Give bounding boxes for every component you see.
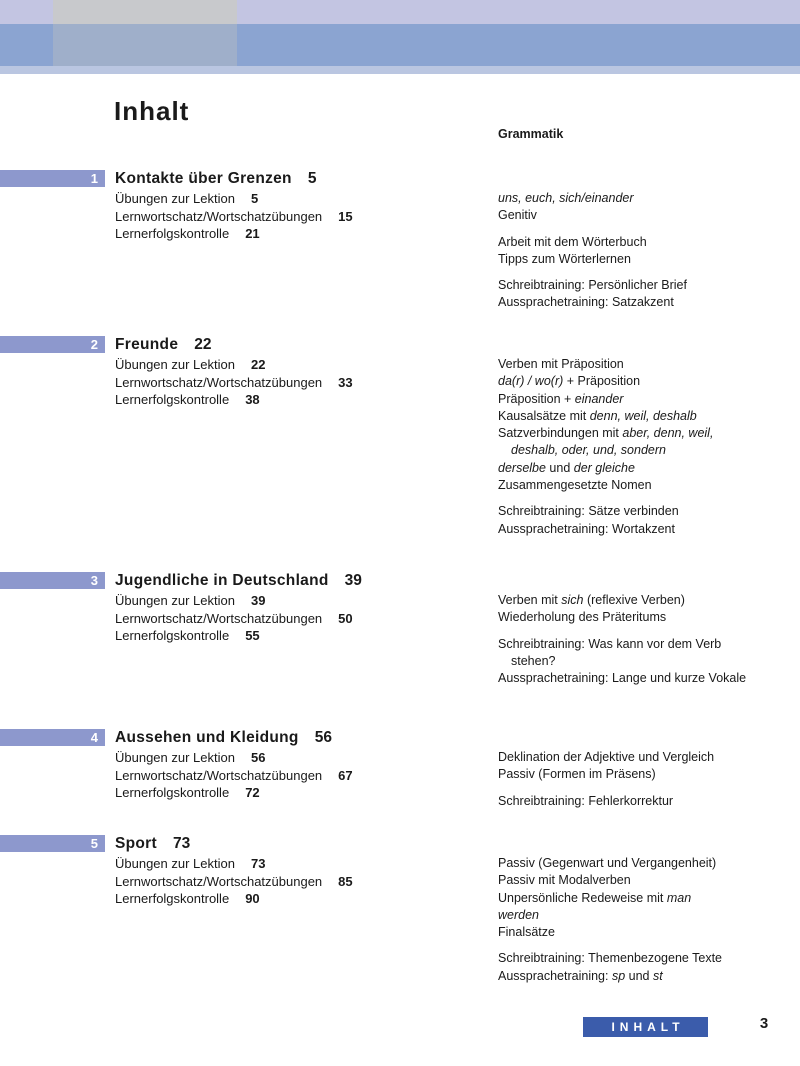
section-items bbox=[115, 190, 445, 243]
toc-item bbox=[115, 749, 445, 767]
toc-item-label: Lernwortschatz/Wortschatzübungen bbox=[115, 610, 323, 626]
section-left-column bbox=[115, 336, 445, 409]
section-number: 5 bbox=[90, 836, 98, 851]
toc-item-label: Lernwortschatz/Wortschatzübungen bbox=[115, 208, 323, 224]
toc-item-page-number: 85 bbox=[338, 873, 353, 889]
section-title: Aussehen und Kleidung bbox=[115, 729, 299, 746]
toc-item-page-number: 73 bbox=[250, 856, 266, 871]
toc-item bbox=[115, 356, 445, 374]
grammar-line: stehen? bbox=[511, 653, 556, 668]
grammar-line: Unpersönliche Redeweise mit man bbox=[498, 890, 692, 905]
toc-item-page-number: 50 bbox=[338, 610, 353, 626]
grammar-line: Passiv (Gegenwart und Vergangenheit) bbox=[498, 856, 717, 870]
toc-item-page-number: 15 bbox=[338, 208, 353, 224]
grammar-line: Tipps zum Wörterlernen bbox=[498, 251, 631, 266]
section-number-bar bbox=[0, 835, 105, 852]
page-number: 3 bbox=[759, 1015, 769, 1032]
grammar-group bbox=[498, 356, 790, 494]
section-items bbox=[115, 855, 445, 908]
grammar-line: Schreibtraining: Fehlerkorrektur bbox=[498, 793, 674, 808]
grammar-line: Zusammengesetzte Nomen bbox=[498, 478, 652, 493]
page-title: Inhalt bbox=[114, 96, 190, 126]
toc-item bbox=[115, 873, 445, 891]
toc-item-label: Lernwortschatz/Wortschatzübungen bbox=[115, 873, 323, 889]
grammar-column-header: Grammatik bbox=[498, 127, 564, 141]
section-number: 2 bbox=[90, 337, 98, 352]
section-page-number: 22 bbox=[194, 336, 212, 353]
grammar-group bbox=[498, 793, 790, 810]
toc-item-label: Übungen zur Lektion bbox=[115, 191, 235, 206]
toc-item-label: Lernerfolgskontrolle bbox=[115, 785, 230, 800]
toc-item-page-number: 90 bbox=[245, 891, 260, 906]
section-title-row bbox=[115, 336, 445, 353]
toc-item-label: Lernwortschatz/Wortschatzübungen bbox=[115, 374, 323, 390]
grammar-line: Aussprachetraining: Satzakzent bbox=[498, 295, 674, 310]
section-number: 4 bbox=[90, 730, 98, 745]
toc-item-label: Lernerfolgskontrolle bbox=[115, 226, 230, 241]
section-page-number: 73 bbox=[172, 835, 191, 852]
grammar-group bbox=[498, 190, 790, 225]
grammar-line: Präposition + einander bbox=[498, 391, 624, 406]
section-page-number: 39 bbox=[344, 572, 362, 589]
header-gray-block-mid bbox=[53, 24, 237, 66]
toc-item bbox=[115, 627, 445, 645]
toc-item-page-number: 5 bbox=[250, 191, 259, 206]
toc-item bbox=[115, 592, 445, 610]
toc-item bbox=[115, 767, 445, 785]
section-left-column bbox=[115, 572, 445, 645]
toc-item-label: Lernwortschatz/Wortschatzübungen bbox=[115, 767, 323, 783]
section-title: Kontakte über Grenzen bbox=[115, 170, 292, 187]
grammar-group bbox=[498, 503, 790, 538]
footer-inhalt-badge: INHALT bbox=[583, 1017, 708, 1037]
grammar-line: derselbe und der gleiche bbox=[498, 460, 635, 475]
toc-item-page-number: 21 bbox=[245, 226, 260, 241]
grammar-column bbox=[498, 356, 790, 547]
section-left-column bbox=[115, 835, 445, 908]
grammar-line: da(r) / wo(r) + Präposition bbox=[498, 374, 641, 389]
grammar-column bbox=[498, 592, 790, 696]
grammar-line: Verben mit Präposition bbox=[498, 357, 624, 371]
toc-item-page-number: 56 bbox=[250, 750, 266, 765]
grammar-line: Schreibtraining: Was kann vor dem Verb bbox=[498, 636, 722, 651]
grammar-line: Passiv mit Modalverben bbox=[498, 873, 631, 888]
toc-item-page-number: 67 bbox=[338, 767, 353, 783]
section-number-bar bbox=[0, 170, 105, 187]
grammar-line: Genitiv bbox=[498, 208, 537, 223]
section-page-number: 56 bbox=[314, 729, 332, 746]
grammar-group bbox=[498, 950, 790, 985]
toc-item bbox=[115, 190, 445, 208]
grammar-line: uns, euch, sich/einander bbox=[498, 191, 634, 205]
grammar-line: Satzverbindungen mit aber, denn, weil, bbox=[498, 426, 714, 441]
grammar-column bbox=[498, 855, 790, 994]
grammar-line: Schreibtraining: Sätze verbinden bbox=[498, 504, 679, 519]
toc-item-page-number: 22 bbox=[250, 357, 266, 372]
toc-item-label: Lernerfolgskontrolle bbox=[115, 891, 230, 906]
section-page-number: 5 bbox=[307, 170, 317, 187]
toc-item bbox=[115, 784, 445, 802]
toc-item-label: Lernerfolgskontrolle bbox=[115, 392, 230, 407]
toc-item-page-number: 33 bbox=[338, 374, 353, 390]
grammar-line: Deklination der Adjektive und Vergleich bbox=[498, 750, 715, 764]
toc-item-label: Übungen zur Lektion bbox=[115, 856, 235, 871]
grammar-group bbox=[498, 592, 790, 627]
grammar-column bbox=[498, 190, 790, 321]
section-items bbox=[115, 592, 445, 645]
toc-item-page-number: 72 bbox=[245, 785, 260, 800]
grammar-line: Arbeit mit dem Wörterbuch bbox=[498, 234, 647, 249]
header-band-strip bbox=[0, 66, 800, 74]
grammar-line: Passiv (Formen im Präsens) bbox=[498, 767, 656, 782]
toc-item bbox=[115, 208, 445, 226]
header-gray-block-top bbox=[53, 0, 237, 24]
grammar-group bbox=[498, 636, 790, 688]
grammar-line: Wiederholung des Präteritums bbox=[498, 610, 667, 625]
toc-item bbox=[115, 374, 445, 392]
grammar-line: Verben mit sich (reflexive Verben) bbox=[498, 593, 685, 607]
section-number-bar bbox=[0, 729, 105, 746]
section-left-column bbox=[115, 170, 445, 243]
toc-item-page-number: 55 bbox=[245, 628, 260, 643]
toc-item-label: Lernerfolgskontrolle bbox=[115, 628, 230, 643]
grammar-line: Aussprachetraining: sp und st bbox=[498, 968, 663, 983]
toc-item bbox=[115, 890, 445, 908]
section-number-bar bbox=[0, 572, 105, 589]
grammar-group bbox=[498, 234, 790, 269]
section-number: 1 bbox=[90, 171, 98, 186]
toc-item-label: Übungen zur Lektion bbox=[115, 750, 235, 765]
section-title-row bbox=[115, 170, 445, 187]
grammar-group bbox=[498, 277, 790, 312]
section-number-bar bbox=[0, 336, 105, 353]
grammar-line: Finalsätze bbox=[498, 925, 555, 940]
toc-item-page-number: 38 bbox=[245, 392, 260, 407]
section-title-row bbox=[115, 729, 445, 746]
grammar-line: deshalb, oder, und, sondern bbox=[511, 443, 666, 458]
toc-item bbox=[115, 610, 445, 628]
section-number: 3 bbox=[90, 573, 98, 588]
toc-item bbox=[115, 391, 445, 409]
grammar-line: werden bbox=[498, 907, 539, 922]
section-items bbox=[115, 749, 445, 802]
section-title-row bbox=[115, 572, 445, 589]
toc-item-label: Übungen zur Lektion bbox=[115, 357, 235, 372]
section-title: Sport bbox=[115, 835, 157, 852]
grammar-line: Aussprachetraining: Wortakzent bbox=[498, 521, 675, 536]
grammar-column bbox=[498, 749, 790, 819]
grammar-line: Schreibtraining: Persönlicher Brief bbox=[498, 278, 687, 293]
section-left-column bbox=[115, 729, 445, 802]
grammar-line: Schreibtraining: Themenbezogene Texte bbox=[498, 951, 722, 966]
toc-item-page-number: 39 bbox=[250, 593, 266, 608]
section-title-row bbox=[115, 835, 445, 852]
grammar-group bbox=[498, 855, 790, 941]
section-items bbox=[115, 356, 445, 409]
toc-item-label: Übungen zur Lektion bbox=[115, 593, 235, 608]
grammar-line: Kausalsätze mit denn, weil, deshalb bbox=[498, 408, 697, 423]
toc-item bbox=[115, 855, 445, 873]
grammar-line: Aussprachetraining: Lange und kurze Vokale bbox=[498, 671, 747, 686]
grammar-group bbox=[498, 749, 790, 784]
section-title: Freunde bbox=[115, 336, 179, 353]
toc-item bbox=[115, 225, 445, 243]
section-title: Jugendliche in Deutschland bbox=[115, 572, 329, 589]
